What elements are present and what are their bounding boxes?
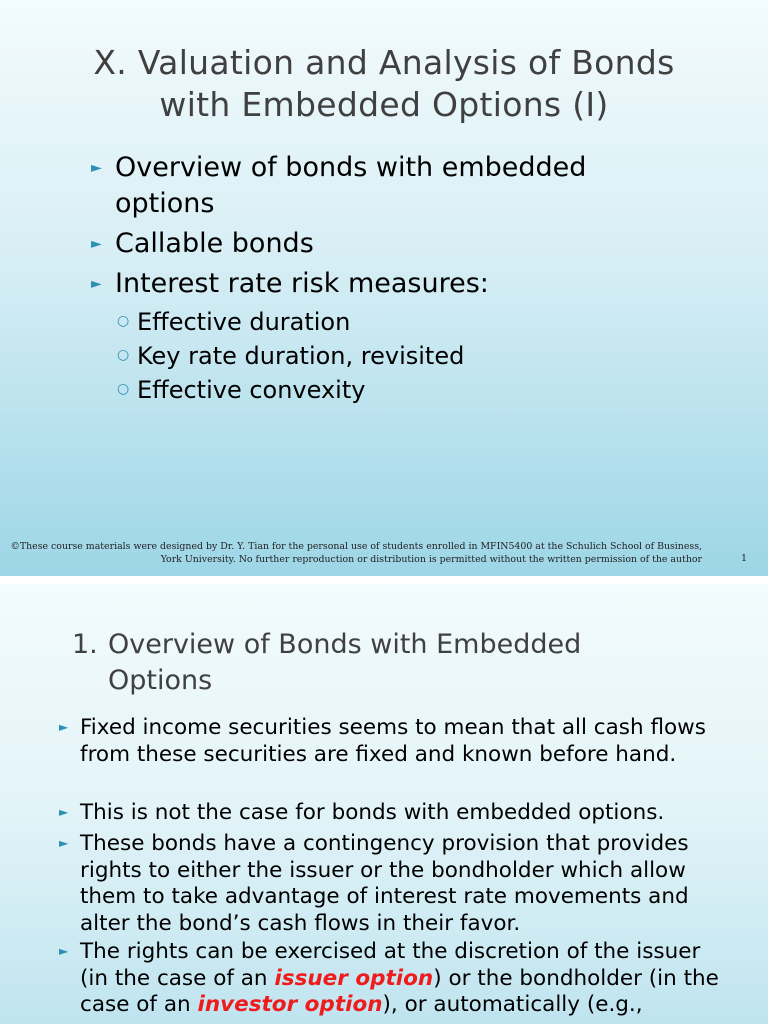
bullet-item — [91, 150, 675, 222]
bullet-text: These bonds have a contingency provision that provides rights to either the issuer or the bondholder which allow them to take advantage of interest rate movements and alter the bond’s cash flows in their favor. — [80, 831, 689, 936]
bullet-text: Overview of bonds with embedded options — [115, 152, 587, 219]
sub-bullet-item — [117, 306, 351, 338]
bullet-icon: ► — [91, 236, 102, 252]
sub-bullet-icon: ○ — [117, 347, 130, 363]
issuer-option-term: issuer option — [274, 965, 434, 991]
bullet-item — [59, 939, 730, 1019]
bullet-icon: ► — [59, 720, 69, 734]
title-line-1: X. Valuation and Analysis of Bonds — [93, 43, 675, 82]
bullet-text: This is not the case for bonds with embedded options. — [80, 800, 665, 825]
title-number: 1. — [72, 629, 98, 660]
slide-2 — [0, 584, 768, 1024]
bullet-item — [91, 226, 675, 262]
slide-1-title — [0, 42, 768, 126]
page-number: 1 — [741, 553, 748, 564]
bullet-text — [80, 939, 719, 1017]
bullet-icon: ► — [91, 160, 102, 176]
bullet-icon: ► — [59, 836, 69, 850]
bullet-text: Interest rate risk measures: — [115, 268, 489, 299]
sub-bullet-text: Effective convexity — [137, 376, 366, 404]
footer-line-2: York University. No further reproduction or distribution is permitted without the written permission of the author — [160, 554, 702, 565]
sub-bullet-icon: ○ — [117, 381, 130, 397]
sub-bullet-item — [117, 340, 465, 372]
copyright-footer — [0, 540, 702, 566]
title-line-2: with Embedded Options (I) — [159, 85, 609, 124]
bullet-icon: ► — [91, 276, 102, 292]
bullet-item — [59, 715, 730, 768]
sub-bullet-icon: ○ — [117, 313, 130, 329]
text-run: ) or the bondholder (in the case of an — [80, 965, 719, 1017]
bullet-icon: ► — [59, 805, 69, 819]
bullet-text: Callable bonds — [115, 228, 314, 259]
title-text: Overview of Bonds with Embedded Options — [108, 629, 582, 696]
text-run: The rights can be exercised at the discretion of the issuer (in the case of an — [80, 939, 701, 991]
text-run: ), or automatically (e.g., — [382, 992, 643, 1017]
bullet-icon: ► — [59, 944, 69, 958]
investor-option-term: investor option — [197, 992, 383, 1017]
bullet-text: Fixed income securities seems to mean that all cash flows from these securities are fixed and known before hand. — [80, 715, 706, 767]
bullet-item — [91, 266, 675, 302]
bullet-item — [59, 800, 730, 827]
sub-bullet-text: Key rate duration, revisited — [137, 342, 465, 370]
bullet-item — [59, 831, 730, 937]
sub-bullet-item — [117, 374, 366, 406]
footer-line-1: ©These course materials were designed by Dr. Y. Tian for the personal use of students enrolled in MFIN5400 at the Schulich School of Business, — [10, 541, 702, 552]
sub-bullet-text: Effective duration — [137, 308, 351, 336]
